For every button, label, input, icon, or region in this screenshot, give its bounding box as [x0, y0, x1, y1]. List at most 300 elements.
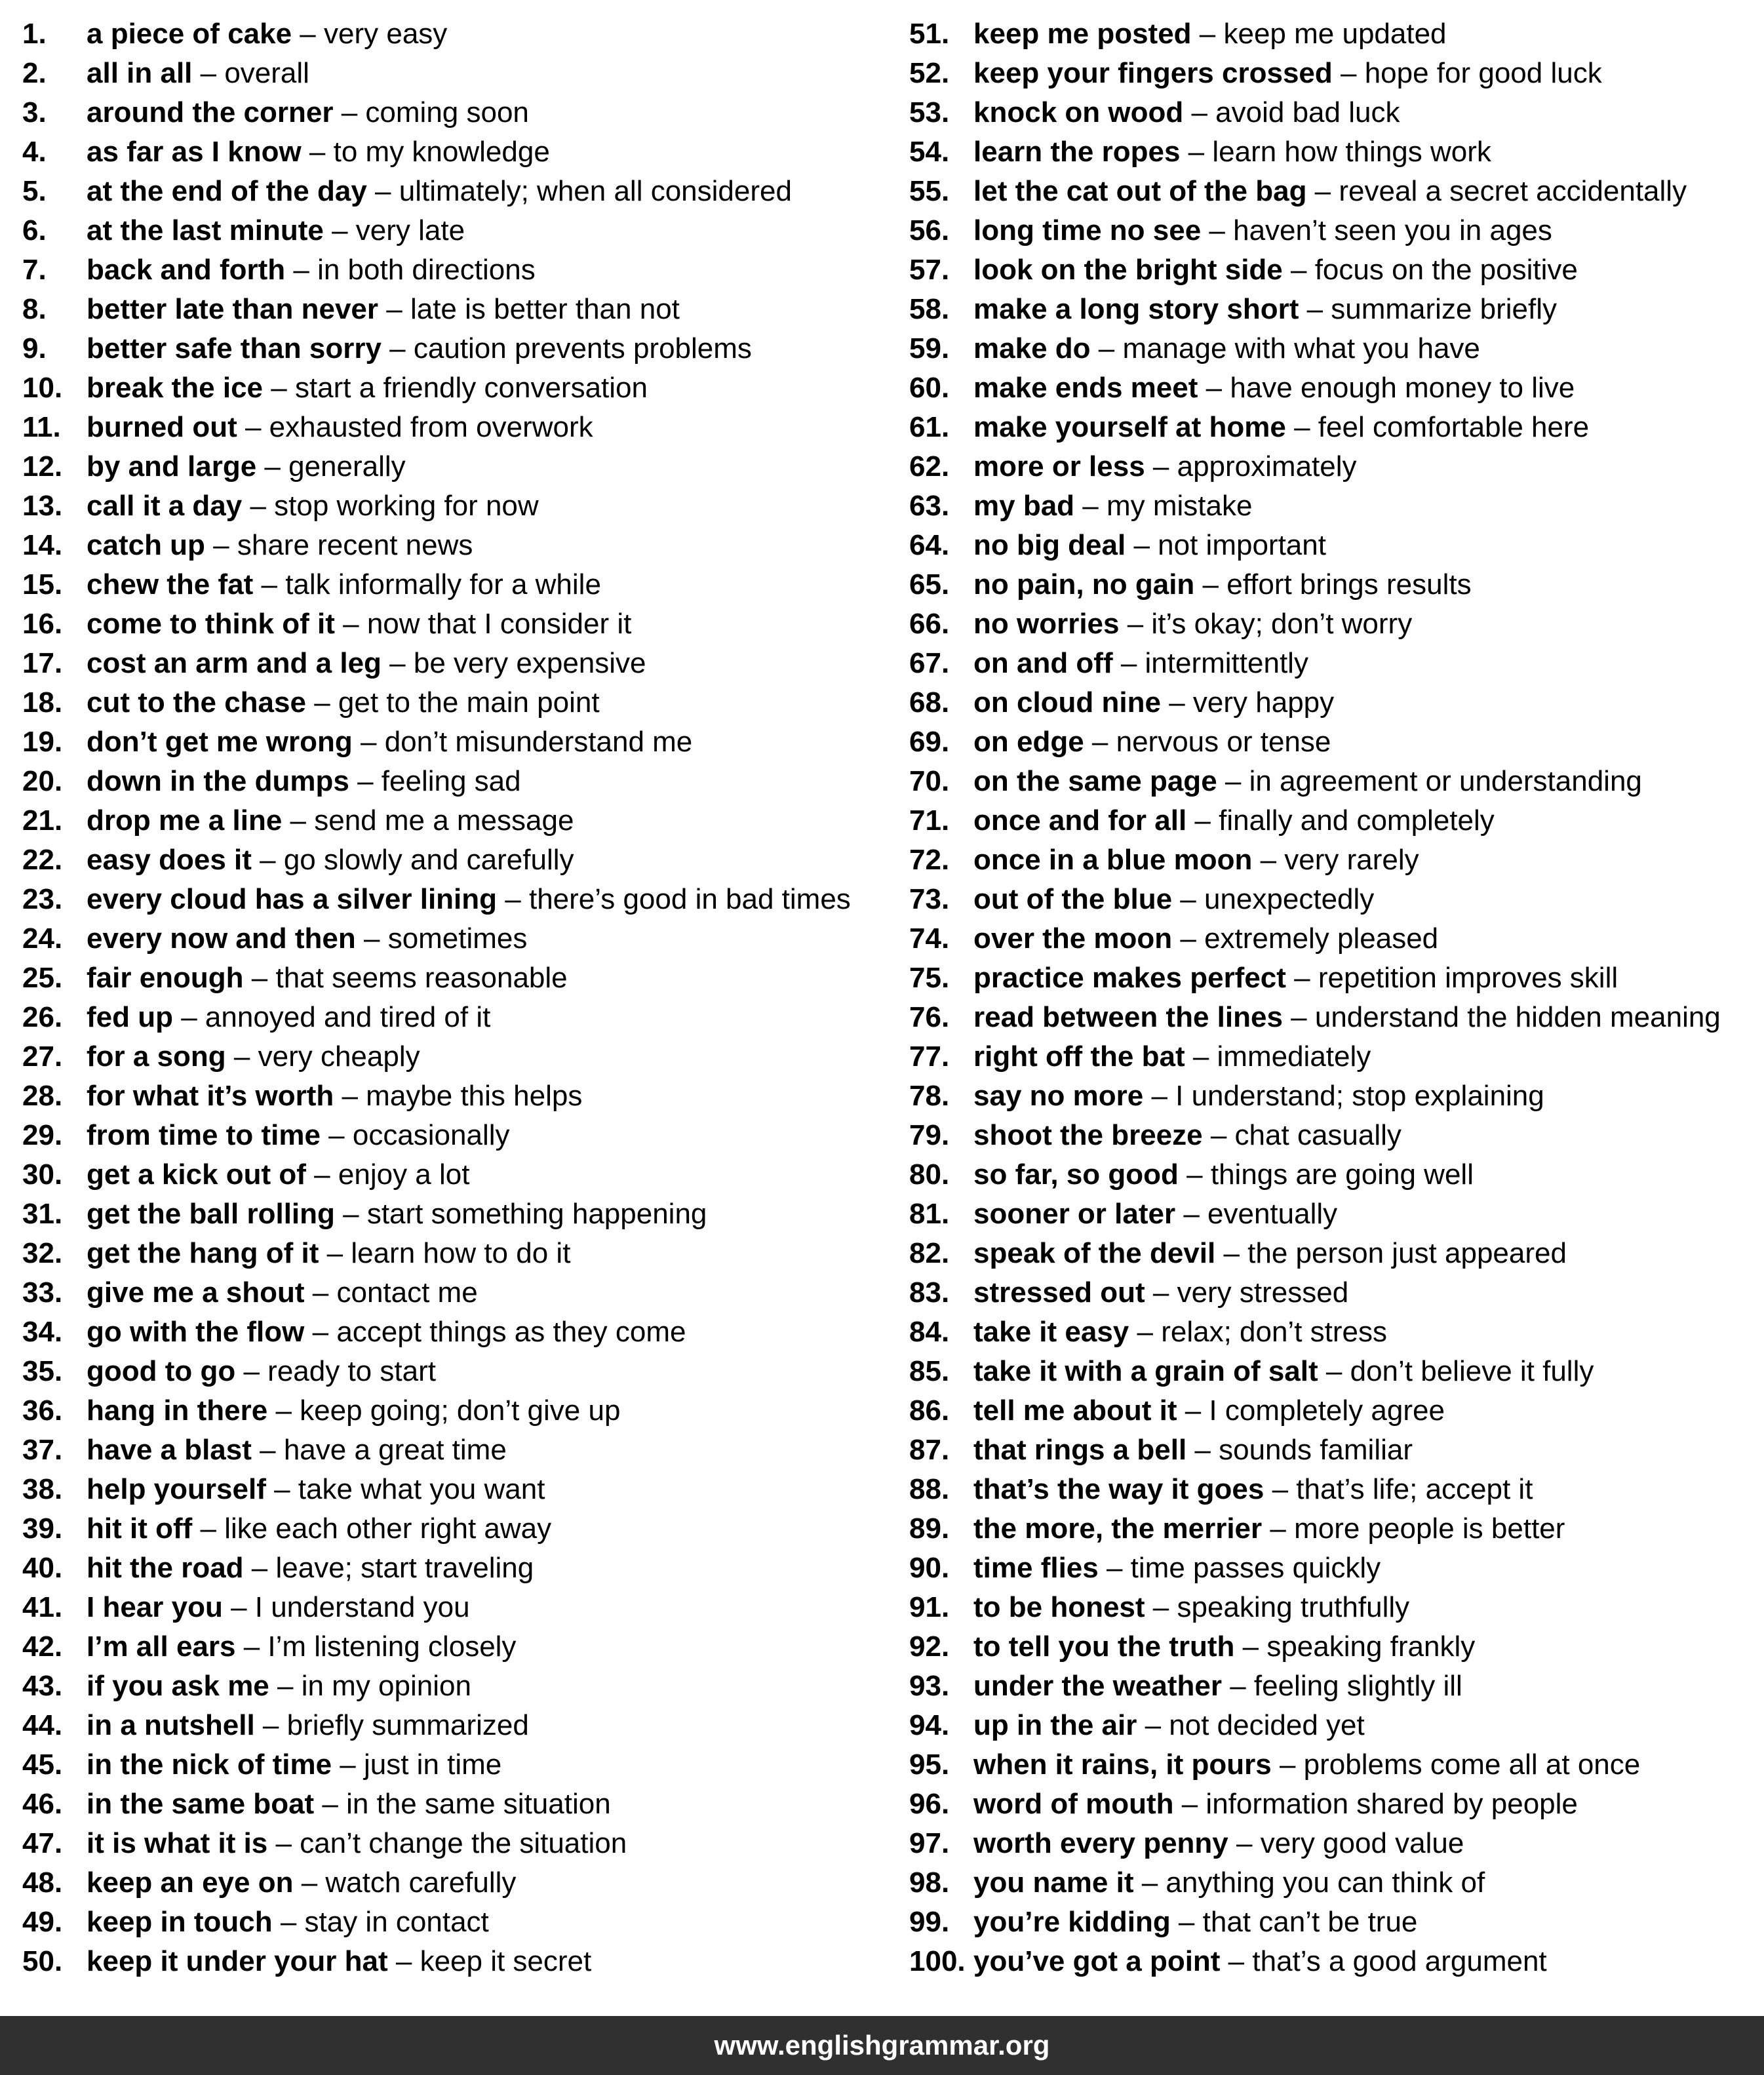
- idiom-phrase: hit it off: [87, 1512, 193, 1545]
- idiom-phrase: word of mouth: [973, 1788, 1174, 1820]
- idiom-meaning: in both directions: [317, 254, 536, 286]
- idiom-entry: [22, 329, 888, 368]
- idiom-phrase: it is what it is: [87, 1827, 268, 1859]
- idiom-meaning: like each other right away: [224, 1512, 552, 1545]
- idiom-entry: [22, 1745, 888, 1785]
- separator-dash: –: [1173, 1788, 1206, 1820]
- separator-dash: –: [1133, 1867, 1166, 1899]
- idiom-entry: [22, 644, 888, 683]
- idiom-entry: [909, 290, 1761, 329]
- separator-dash: –: [366, 175, 399, 207]
- entry-number: 10.: [22, 372, 63, 404]
- idiom-phrase: all in all: [87, 57, 193, 89]
- idiom-phrase: I’m all ears: [87, 1630, 236, 1663]
- idiom-phrase: call it a day: [87, 490, 243, 522]
- entry-number: 26.: [22, 1001, 63, 1033]
- idiom-meaning: that seems reasonable: [275, 962, 568, 994]
- separator-dash: –: [381, 647, 414, 679]
- idiom-phrase: at the end of the day: [87, 175, 367, 207]
- separator-dash: –: [1112, 647, 1145, 679]
- idiom-entry: [909, 565, 1761, 604]
- entry-number: 71.: [909, 804, 950, 837]
- idiom-phrase: keep your fingers crossed: [973, 57, 1333, 89]
- entry-number: 42.: [22, 1630, 63, 1663]
- idiom-meaning: exhausted from overwork: [269, 411, 593, 443]
- entry-number: 58.: [909, 293, 950, 325]
- entry-number: 66.: [909, 608, 950, 640]
- entry-number: 91.: [909, 1591, 950, 1623]
- idiom-phrase: on edge: [973, 726, 1084, 758]
- idiom-entry: [909, 604, 1761, 644]
- idiom-meaning: anything you can think of: [1166, 1867, 1485, 1899]
- idiom-entry: [22, 998, 888, 1037]
- idiom-entry: [22, 919, 888, 958]
- separator-dash: –: [1183, 96, 1216, 128]
- idiom-phrase: don’t get me wrong: [87, 726, 353, 758]
- separator-dash: –: [332, 1749, 364, 1781]
- idiom-meaning: effort brings results: [1226, 568, 1472, 601]
- idiom-entry: [22, 1155, 888, 1195]
- idiom-meaning: very cheaply: [258, 1040, 420, 1073]
- idiom-meaning: feel comfortable here: [1318, 411, 1590, 443]
- idiom-entry: [909, 1195, 1761, 1234]
- entry-number: 95.: [909, 1749, 950, 1781]
- idiom-phrase: have a blast: [87, 1434, 252, 1466]
- separator-dash: –: [1202, 1119, 1235, 1151]
- idiom-meaning: very happy: [1192, 686, 1335, 719]
- idiom-entry: [22, 840, 888, 880]
- separator-dash: –: [1090, 332, 1123, 365]
- separator-dash: –: [1220, 1945, 1253, 1977]
- idiom-meaning: don’t misunderstand me: [384, 726, 693, 758]
- idiom-entry: [909, 1509, 1761, 1549]
- entry-number: 34.: [22, 1316, 63, 1348]
- entry-number: 48.: [22, 1867, 63, 1899]
- idiom-entry: [909, 644, 1761, 683]
- idiom-meaning: get to the main point: [338, 686, 600, 719]
- entry-number: 4.: [22, 136, 47, 168]
- entry-number: 38.: [22, 1473, 63, 1505]
- entry-number: 54.: [909, 136, 950, 168]
- idiom-entry: [909, 1391, 1761, 1431]
- idiom-phrase: down in the dumps: [87, 765, 349, 797]
- entry-number: 23.: [22, 883, 63, 915]
- separator-dash: –: [269, 1670, 302, 1702]
- idiom-meaning: stop working for now: [274, 490, 539, 522]
- idiom-meaning: accept things as they come: [336, 1316, 686, 1348]
- idiom-phrase: around the corner: [87, 96, 334, 128]
- separator-dash: –: [1285, 962, 1318, 994]
- separator-dash: –: [235, 1355, 268, 1387]
- idiom-phrase: right off the bat: [973, 1040, 1185, 1073]
- idiom-meaning: my mistake: [1106, 490, 1253, 522]
- idiom-meaning: to my knowledge: [333, 136, 550, 168]
- idiom-entry: [909, 958, 1761, 998]
- idiom-phrase: time flies: [973, 1552, 1099, 1584]
- idiom-meaning: maybe this helps: [366, 1080, 583, 1112]
- idiom-entry: [22, 408, 888, 447]
- idiom-meaning: relax; don’t stress: [1161, 1316, 1388, 1348]
- idiom-meaning: keep it secret: [420, 1945, 592, 1977]
- separator-dash: –: [1271, 1749, 1304, 1781]
- entry-number: 44.: [22, 1709, 63, 1741]
- idiom-phrase: look on the bright side: [973, 254, 1283, 286]
- idiom-meaning: information shared by people: [1205, 1788, 1578, 1820]
- separator-dash: –: [1282, 1001, 1315, 1033]
- separator-dash: –: [1306, 175, 1339, 207]
- idiom-entry: [909, 1549, 1761, 1588]
- entry-number: 35.: [22, 1355, 63, 1387]
- separator-dash: –: [172, 1001, 205, 1033]
- separator-dash: –: [320, 1119, 353, 1151]
- entry-number: 8.: [22, 293, 47, 325]
- idiom-phrase: over the moon: [973, 922, 1173, 955]
- separator-dash: –: [285, 254, 318, 286]
- entry-number: 6.: [22, 214, 47, 247]
- idiom-phrase: the more, the merrier: [973, 1512, 1263, 1545]
- idiom-entry: [909, 1745, 1761, 1785]
- separator-dash: –: [497, 883, 529, 915]
- entry-number: 72.: [909, 844, 950, 876]
- separator-dash: –: [293, 1867, 326, 1899]
- entry-number: 7.: [22, 254, 47, 286]
- idiom-meaning: start a friendly conversation: [294, 372, 648, 404]
- idiom-entry: [909, 132, 1761, 172]
- idiom-meaning: contact me: [336, 1276, 478, 1309]
- idiom-meaning: enjoy a lot: [338, 1158, 470, 1191]
- idiom-phrase: for what it’s worth: [87, 1080, 334, 1112]
- idiom-entry: [909, 1903, 1761, 1942]
- entry-number: 21.: [22, 804, 63, 837]
- entry-number: 9.: [22, 332, 47, 365]
- idiom-entry: [909, 1470, 1761, 1509]
- idiom-phrase: a piece of cake: [87, 18, 292, 50]
- separator-dash: –: [265, 1473, 298, 1505]
- idiom-phrase: keep in touch: [87, 1906, 273, 1938]
- idiom-phrase: under the weather: [973, 1670, 1222, 1702]
- entry-number: 3.: [22, 96, 47, 128]
- idiom-phrase: from time to time: [87, 1119, 321, 1151]
- entry-number: 78.: [909, 1080, 950, 1112]
- separator-dash: –: [323, 214, 356, 247]
- idiom-meaning: start something happening: [366, 1198, 707, 1230]
- entry-number: 31.: [22, 1198, 63, 1230]
- idiom-phrase: make do: [973, 332, 1091, 365]
- idiom-phrase: on cloud nine: [973, 686, 1161, 719]
- entry-number: 85.: [909, 1355, 950, 1387]
- idiom-phrase: no worries: [973, 608, 1120, 640]
- idiom-meaning: sometimes: [387, 922, 528, 955]
- entry-number: 80.: [909, 1158, 950, 1191]
- idiom-entry: [22, 762, 888, 801]
- idiom-meaning: generally: [288, 450, 406, 483]
- entry-number: 51.: [909, 18, 950, 50]
- idiom-phrase: that rings a bell: [973, 1434, 1187, 1466]
- idiom-phrase: fair enough: [87, 962, 244, 994]
- idiom-entry: [22, 1706, 888, 1745]
- idiom-meaning: have a great time: [283, 1434, 507, 1466]
- idiom-entry: [22, 1391, 888, 1431]
- separator-dash: –: [192, 1512, 225, 1545]
- idiom-phrase: shoot the breeze: [973, 1119, 1203, 1151]
- entry-number: 46.: [22, 1788, 63, 1820]
- separator-dash: –: [1191, 18, 1224, 50]
- idiom-entry: [909, 919, 1761, 958]
- idiom-phrase: by and large: [87, 450, 257, 483]
- entry-number: 99.: [909, 1906, 950, 1938]
- entry-number: 41.: [22, 1591, 63, 1623]
- idiom-meaning: can’t change the situation: [300, 1827, 627, 1859]
- separator-dash: –: [1201, 214, 1234, 247]
- idiom-meaning: don’t believe it fully: [1350, 1355, 1594, 1387]
- idiom-meaning: speaking truthfully: [1177, 1591, 1410, 1623]
- idiom-meaning: speaking frankly: [1266, 1630, 1476, 1663]
- idiom-phrase: knock on wood: [973, 96, 1184, 128]
- idiom-phrase: read between the lines: [973, 1001, 1283, 1033]
- idiom-meaning: things are going well: [1210, 1158, 1474, 1191]
- idiom-meaning: talk informally for a while: [285, 568, 601, 601]
- separator-dash: –: [263, 372, 295, 404]
- entry-number: 18.: [22, 686, 63, 719]
- idiom-phrase: hit the road: [87, 1552, 244, 1584]
- idiom-meaning: focus on the positive: [1314, 254, 1578, 286]
- separator-dash: –: [222, 1591, 255, 1623]
- idiom-meaning: summarize briefly: [1331, 293, 1558, 325]
- entry-number: 75.: [909, 962, 950, 994]
- separator-dash: –: [319, 1237, 351, 1269]
- separator-dash: –: [1180, 136, 1213, 168]
- idiom-meaning: have enough money to live: [1230, 372, 1575, 404]
- idiom-entry: [909, 486, 1761, 526]
- separator-dash: –: [282, 804, 315, 837]
- separator-dash: –: [333, 96, 366, 128]
- idiom-entry: [22, 1863, 888, 1903]
- idiom-entry: [909, 1352, 1761, 1391]
- entry-number: 1.: [22, 18, 47, 50]
- idiom-phrase: you’ve got a point: [973, 1945, 1221, 1977]
- idiom-meaning: take what you want: [298, 1473, 545, 1505]
- entry-number: 52.: [909, 57, 950, 89]
- separator-dash: –: [1145, 1276, 1177, 1309]
- idiom-meaning: unexpectedly: [1204, 883, 1375, 915]
- idiom-phrase: get the hang of it: [87, 1237, 319, 1269]
- idiom-entry: [909, 801, 1761, 840]
- idiom-phrase: give me a shout: [87, 1276, 305, 1309]
- idiom-phrase: I hear you: [87, 1591, 223, 1623]
- idiom-meaning: now that I consider it: [366, 608, 632, 640]
- entry-number: 77.: [909, 1040, 950, 1073]
- idiom-phrase: catch up: [87, 529, 205, 561]
- idiom-phrase: get a kick out of: [87, 1158, 306, 1191]
- separator-dash: –: [314, 1788, 347, 1820]
- idiom-meaning: reveal a secret accidentally: [1339, 175, 1687, 207]
- entry-number: 25.: [22, 962, 63, 994]
- entry-number: 70.: [909, 765, 950, 797]
- idiom-entry: [909, 1706, 1761, 1745]
- idiom-entry: [22, 172, 888, 211]
- idiom-entry: [22, 211, 888, 250]
- idiom-entry: [22, 526, 888, 565]
- idiom-meaning: in agreement or understanding: [1249, 765, 1642, 797]
- idiom-phrase: break the ice: [87, 372, 264, 404]
- entry-number: 37.: [22, 1434, 63, 1466]
- footer-bar: [0, 2016, 1764, 2075]
- separator-dash: –: [1252, 844, 1285, 876]
- entry-number: 56.: [909, 214, 950, 247]
- idiom-entry: [22, 447, 888, 486]
- idiom-entry: [909, 880, 1761, 919]
- idiom-phrase: on the same page: [973, 765, 1217, 797]
- idiom-phrase: you name it: [973, 1867, 1134, 1899]
- website-url[interactable]: www.englishgrammar.org: [714, 2030, 1050, 2061]
- idiom-phrase: every now and then: [87, 922, 356, 955]
- idiom-phrase: make a long story short: [973, 293, 1299, 325]
- idiom-meaning: stay in contact: [304, 1906, 489, 1938]
- idiom-phrase: once and for all: [973, 804, 1187, 837]
- idiom-phrase: no pain, no gain: [973, 568, 1195, 601]
- separator-dash: –: [251, 1434, 284, 1466]
- idiom-meaning: watch carefully: [325, 1867, 517, 1899]
- entry-number: 63.: [909, 490, 950, 522]
- idiom-meaning: immediately: [1217, 1040, 1371, 1073]
- entry-number: 97.: [909, 1827, 950, 1859]
- separator-dash: –: [1137, 1709, 1169, 1741]
- idiom-entry: [909, 526, 1761, 565]
- idiom-entry: [22, 1077, 888, 1116]
- idiom-phrase: let the cat out of the bag: [973, 175, 1307, 207]
- idiom-meaning: the person just appeared: [1247, 1237, 1567, 1269]
- idiom-meaning: there’s good in bad times: [528, 883, 851, 915]
- entry-number: 87.: [909, 1434, 950, 1466]
- idiom-meaning: more people is better: [1294, 1512, 1565, 1545]
- idiom-phrase: long time no see: [973, 214, 1202, 247]
- idiom-entry: [909, 1037, 1761, 1077]
- idiom-entry: [909, 1313, 1761, 1352]
- idiom-entry: [22, 683, 888, 722]
- separator-dash: –: [251, 844, 284, 876]
- idiom-phrase: you’re kidding: [973, 1906, 1171, 1938]
- entry-number: 84.: [909, 1316, 950, 1348]
- separator-dash: –: [1194, 568, 1227, 601]
- separator-dash: –: [1160, 686, 1193, 719]
- idiom-phrase: drop me a line: [87, 804, 283, 837]
- separator-dash: –: [1299, 293, 1331, 325]
- separator-dash: –: [256, 450, 289, 483]
- idiom-meaning: approximately: [1177, 450, 1357, 483]
- entry-number: 93.: [909, 1670, 950, 1702]
- idiom-entry: [909, 54, 1761, 93]
- separator-dash: –: [1318, 1355, 1350, 1387]
- separator-dash: –: [1074, 490, 1107, 522]
- idiom-meaning: it’s okay; don’t worry: [1151, 608, 1413, 640]
- idiom-meaning: learn how to do it: [351, 1237, 571, 1269]
- idiom-phrase: good to go: [87, 1355, 236, 1387]
- idiom-phrase: fed up: [87, 1001, 173, 1033]
- idiom-entry: [909, 683, 1761, 722]
- idiom-entry: [909, 1588, 1761, 1627]
- entry-number: 98.: [909, 1867, 950, 1899]
- idiom-entry: [22, 1509, 888, 1549]
- idiom-meaning: I understand you: [254, 1591, 470, 1623]
- idiom-meaning: repetition improves skill: [1318, 962, 1618, 994]
- separator-dash: –: [1186, 1434, 1219, 1466]
- idiom-phrase: hang in there: [87, 1394, 268, 1427]
- idiom-meaning: chat casually: [1234, 1119, 1401, 1151]
- idiom-phrase: in a nutshell: [87, 1709, 255, 1741]
- idiom-phrase: make ends meet: [973, 372, 1198, 404]
- entry-number: 27.: [22, 1040, 63, 1073]
- idiom-phrase: take it easy: [973, 1316, 1129, 1348]
- idiom-entry: [22, 1549, 888, 1588]
- idiom-meaning: go slowly and carefully: [283, 844, 574, 876]
- entry-number: 32.: [22, 1237, 63, 1269]
- idiom-meaning: manage with what you have: [1122, 332, 1480, 365]
- entry-number: 29.: [22, 1119, 63, 1151]
- separator-dash: –: [352, 726, 385, 758]
- idiom-entry: [909, 840, 1761, 880]
- entry-number: 47.: [22, 1827, 63, 1859]
- separator-dash: –: [349, 765, 382, 797]
- separator-dash: –: [304, 1316, 337, 1348]
- idiom-entry: [22, 1627, 888, 1667]
- separator-dash: –: [1177, 1394, 1209, 1427]
- idiom-entry: [22, 1431, 888, 1470]
- left-column: [22, 14, 888, 1981]
- idiom-entry: [909, 250, 1761, 290]
- idiom-phrase: out of the blue: [973, 883, 1173, 915]
- idiom-meaning: briefly summarized: [286, 1709, 529, 1741]
- separator-dash: –: [192, 57, 225, 89]
- idiom-entry: [909, 1942, 1761, 1981]
- idiom-phrase: every cloud has a silver lining: [87, 883, 498, 915]
- entry-number: 19.: [22, 726, 63, 758]
- idiom-entry: [22, 1116, 888, 1155]
- entry-number: 60.: [909, 372, 950, 404]
- idiom-meaning: keep me updated: [1223, 18, 1447, 50]
- separator-dash: –: [1217, 765, 1249, 797]
- idiom-entry: [22, 1470, 888, 1509]
- idiom-meaning: intermittently: [1145, 647, 1308, 679]
- idiom-phrase: my bad: [973, 490, 1075, 522]
- idiom-phrase: better safe than sorry: [87, 332, 382, 365]
- separator-dash: –: [267, 1827, 300, 1859]
- idiom-phrase: cut to the chase: [87, 686, 306, 719]
- idiom-meaning: overall: [224, 57, 309, 89]
- idiom-phrase: keep an eye on: [87, 1867, 294, 1899]
- idiom-phrase: worth every penny: [973, 1827, 1228, 1859]
- idiom-meaning: sounds familiar: [1219, 1434, 1413, 1466]
- idiom-meaning: problems come all at once: [1303, 1749, 1641, 1781]
- idiom-phrase: say no more: [973, 1080, 1144, 1112]
- separator-dash: –: [1175, 1198, 1208, 1230]
- idiom-phrase: to be honest: [973, 1591, 1145, 1623]
- idiom-phrase: to tell you the truth: [973, 1630, 1235, 1663]
- entry-number: 59.: [909, 332, 950, 365]
- idiom-meaning: send me a message: [314, 804, 574, 837]
- idiom-entry: [22, 1273, 888, 1313]
- idiom-phrase: go with the flow: [87, 1316, 305, 1348]
- entry-number: 88.: [909, 1473, 950, 1505]
- separator-dash: –: [1119, 608, 1152, 640]
- idiom-meaning: very stressed: [1177, 1276, 1349, 1309]
- right-column: [909, 14, 1761, 1981]
- entry-number: 15.: [22, 568, 63, 601]
- entry-number: 100.: [909, 1945, 966, 1977]
- entry-number: 69.: [909, 726, 950, 758]
- idiom-meaning: just in time: [363, 1749, 502, 1781]
- idiom-entry: [22, 801, 888, 840]
- separator-dash: –: [242, 490, 275, 522]
